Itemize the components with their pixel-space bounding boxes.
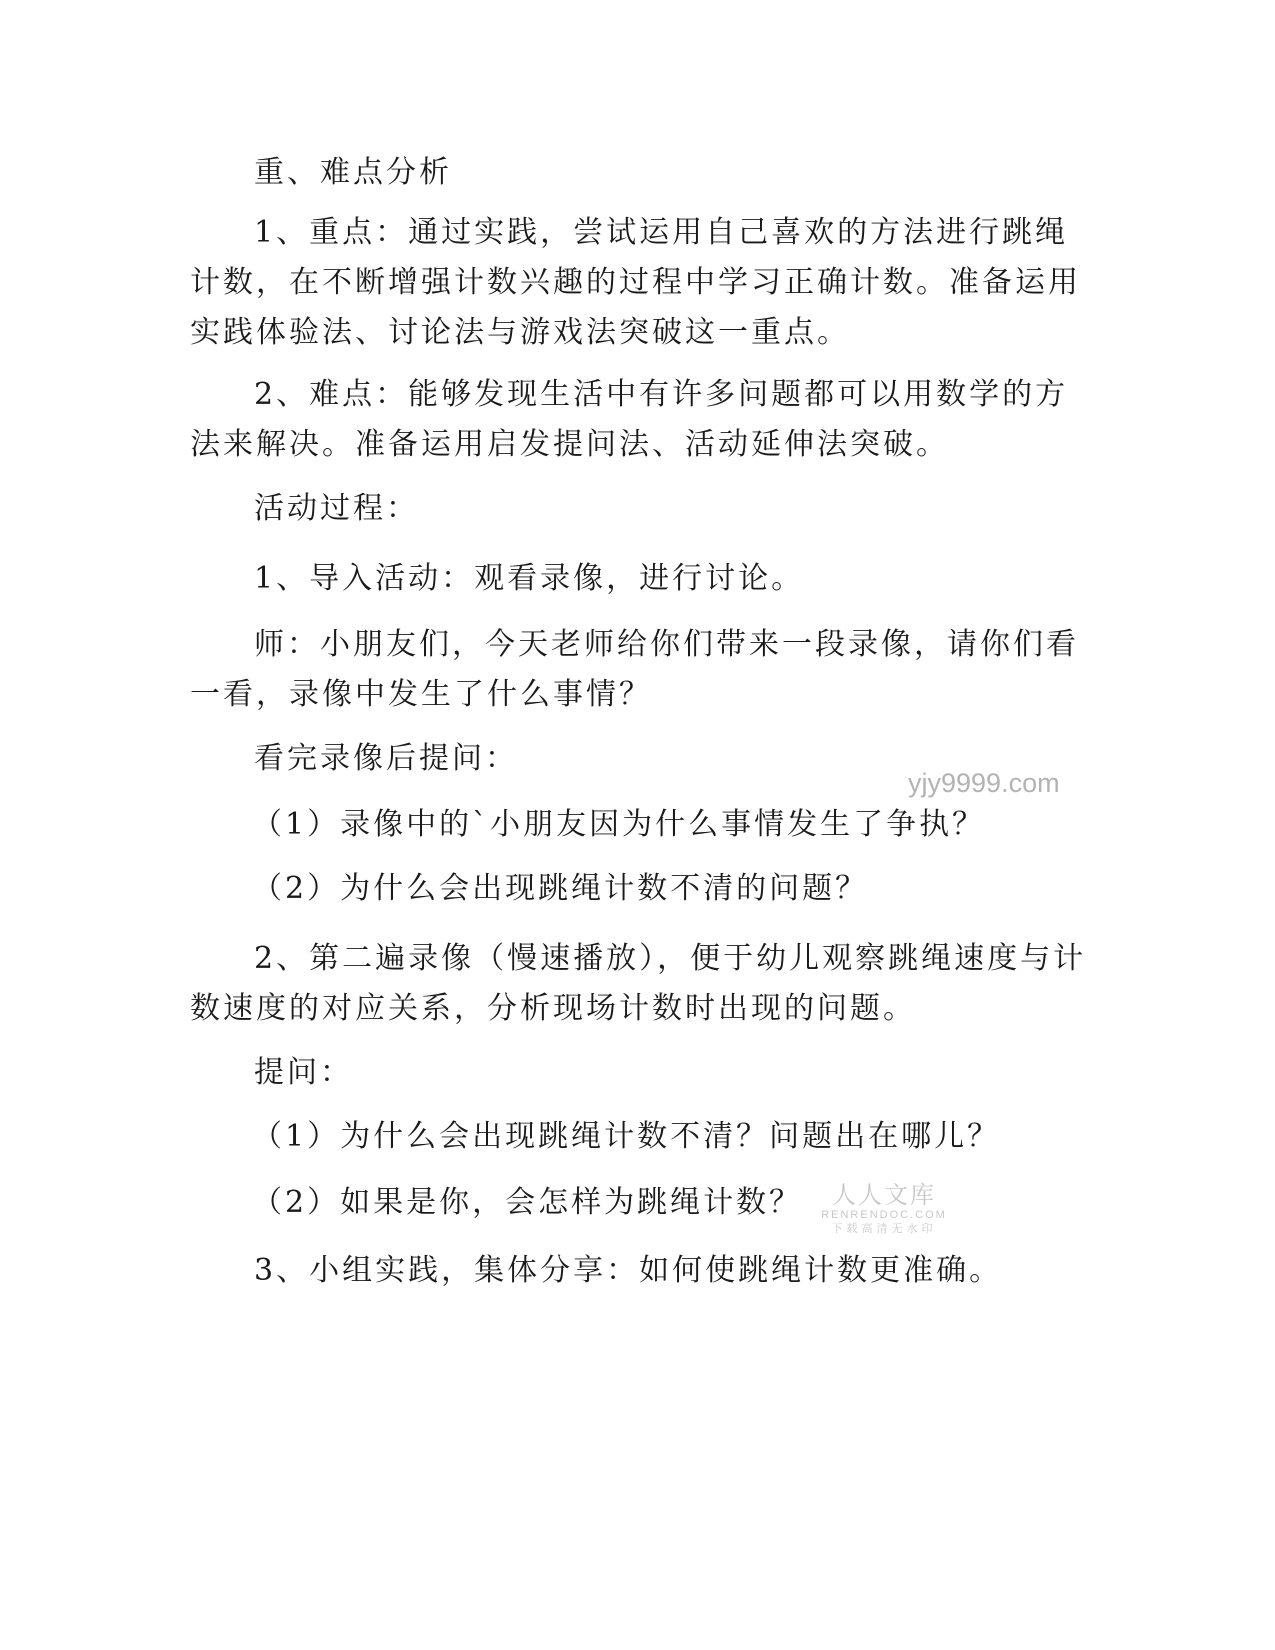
ask-label: 提问：	[254, 1055, 353, 1090]
question-4: （2）如果是你，会怎样为跳绳计数？	[252, 1185, 803, 1220]
after-video-label: 看完录像后提问：	[254, 741, 518, 776]
difficult-point-paragraph: 2、难点：能够发现生活中有许多问题都可以用数学的方法来解决。准备运用启发提问法、活动延伸法突破。	[190, 377, 1069, 462]
question-1: （1）录像中的`小朋友因为什么事情发生了争执？	[252, 807, 986, 842]
heading-process: 活动过程：	[254, 491, 419, 526]
stamp-tag-text: 下载高清无水印	[831, 1222, 937, 1235]
step1-paragraph: 1、导入活动：观看录像，进行讨论。	[254, 561, 805, 596]
teacher-line-paragraph: 师：小朋友们，今天老师给你们带来一段录像，请你们看一看，录像中发生了什么事情？	[190, 627, 1079, 712]
heading-analysis: 重、难点分析	[254, 155, 452, 190]
step3-paragraph: 3、小组实践，集体分享：如何使跳绳计数更准确。	[254, 1253, 1003, 1288]
stamp-logo-text: 人人文库	[832, 1181, 936, 1209]
key-point-paragraph: 1、重点：通过实践，尝试运用自己喜欢的方法进行跳绳计数，在不断增强计数兴趣的过程中学习正确计数。准备运用实践体验法、讨论法与游戏法突破这一重点。	[190, 215, 1081, 350]
question-3: （1）为什么会出现跳绳计数不清？问题出在哪儿？	[252, 1119, 1001, 1154]
site-watermark: yjy9999.com	[908, 768, 1060, 798]
renrendoc-watermark-stamp	[814, 1182, 954, 1260]
question-2: （2）为什么会出现跳绳计数不清的问题？	[252, 871, 869, 906]
step2-paragraph: 2、第二遍录像（慢速播放），便于幼儿观察跳绳速度与计数速度的对应关系，分析现场计数时出现的问题。	[190, 941, 1087, 1026]
stamp-domain-text: RENRENDOC.COM	[821, 1209, 947, 1221]
